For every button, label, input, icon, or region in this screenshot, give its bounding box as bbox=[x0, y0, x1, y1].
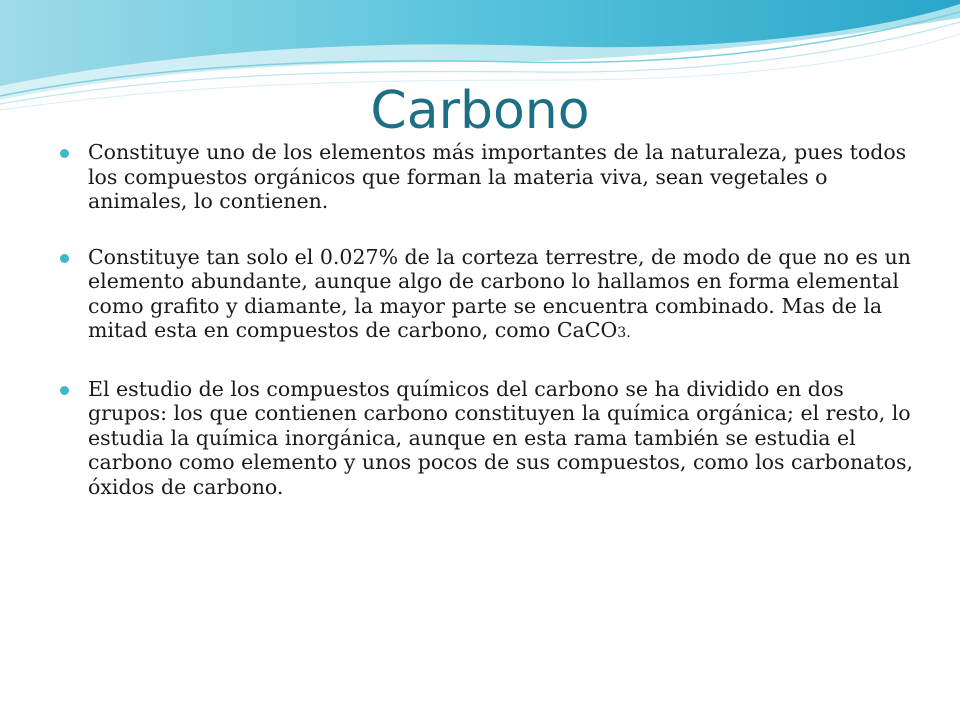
bullet-text: Constituye tan solo el 0.027% de la corteza terrestre, de modo de que no es un elemento abundante, aunque algo de carbono lo hallamos en forma elemental como grafito y diamante, la mayor parte se encuentra combinado. Mas de la mitad esta en compuestos de carbono, como CaCO bbox=[88, 244, 911, 342]
bullet-dot-icon bbox=[60, 254, 69, 263]
bullet-item bbox=[60, 245, 920, 346]
bullet-text: Constituye uno de los elementos más importantes de la naturaleza, pues todos los compuestos orgánicos que forman la materia viva, sean vegetales o animales, lo contienen. bbox=[88, 140, 907, 213]
bullet-list bbox=[60, 140, 920, 530]
bullet-dot-icon bbox=[60, 149, 69, 158]
slide-title: Carbono bbox=[370, 81, 590, 141]
bullet-text-subscript: 3. bbox=[617, 325, 631, 341]
bullet-dot-icon bbox=[60, 386, 69, 395]
bullet-item bbox=[60, 377, 920, 500]
bullet-text: El estudio de los compuestos químicos del carbono se ha dividido en dos grupos: los que contienen carbono constituyen la química orgánica; el resto, lo estudia la química inorgánica, aunque en esta rama también se estudia el carbono como elemento y unos pocos de sus compuestos, como los carbonatos, óxidos de carbono. bbox=[88, 376, 914, 499]
bullet-item bbox=[60, 140, 920, 214]
